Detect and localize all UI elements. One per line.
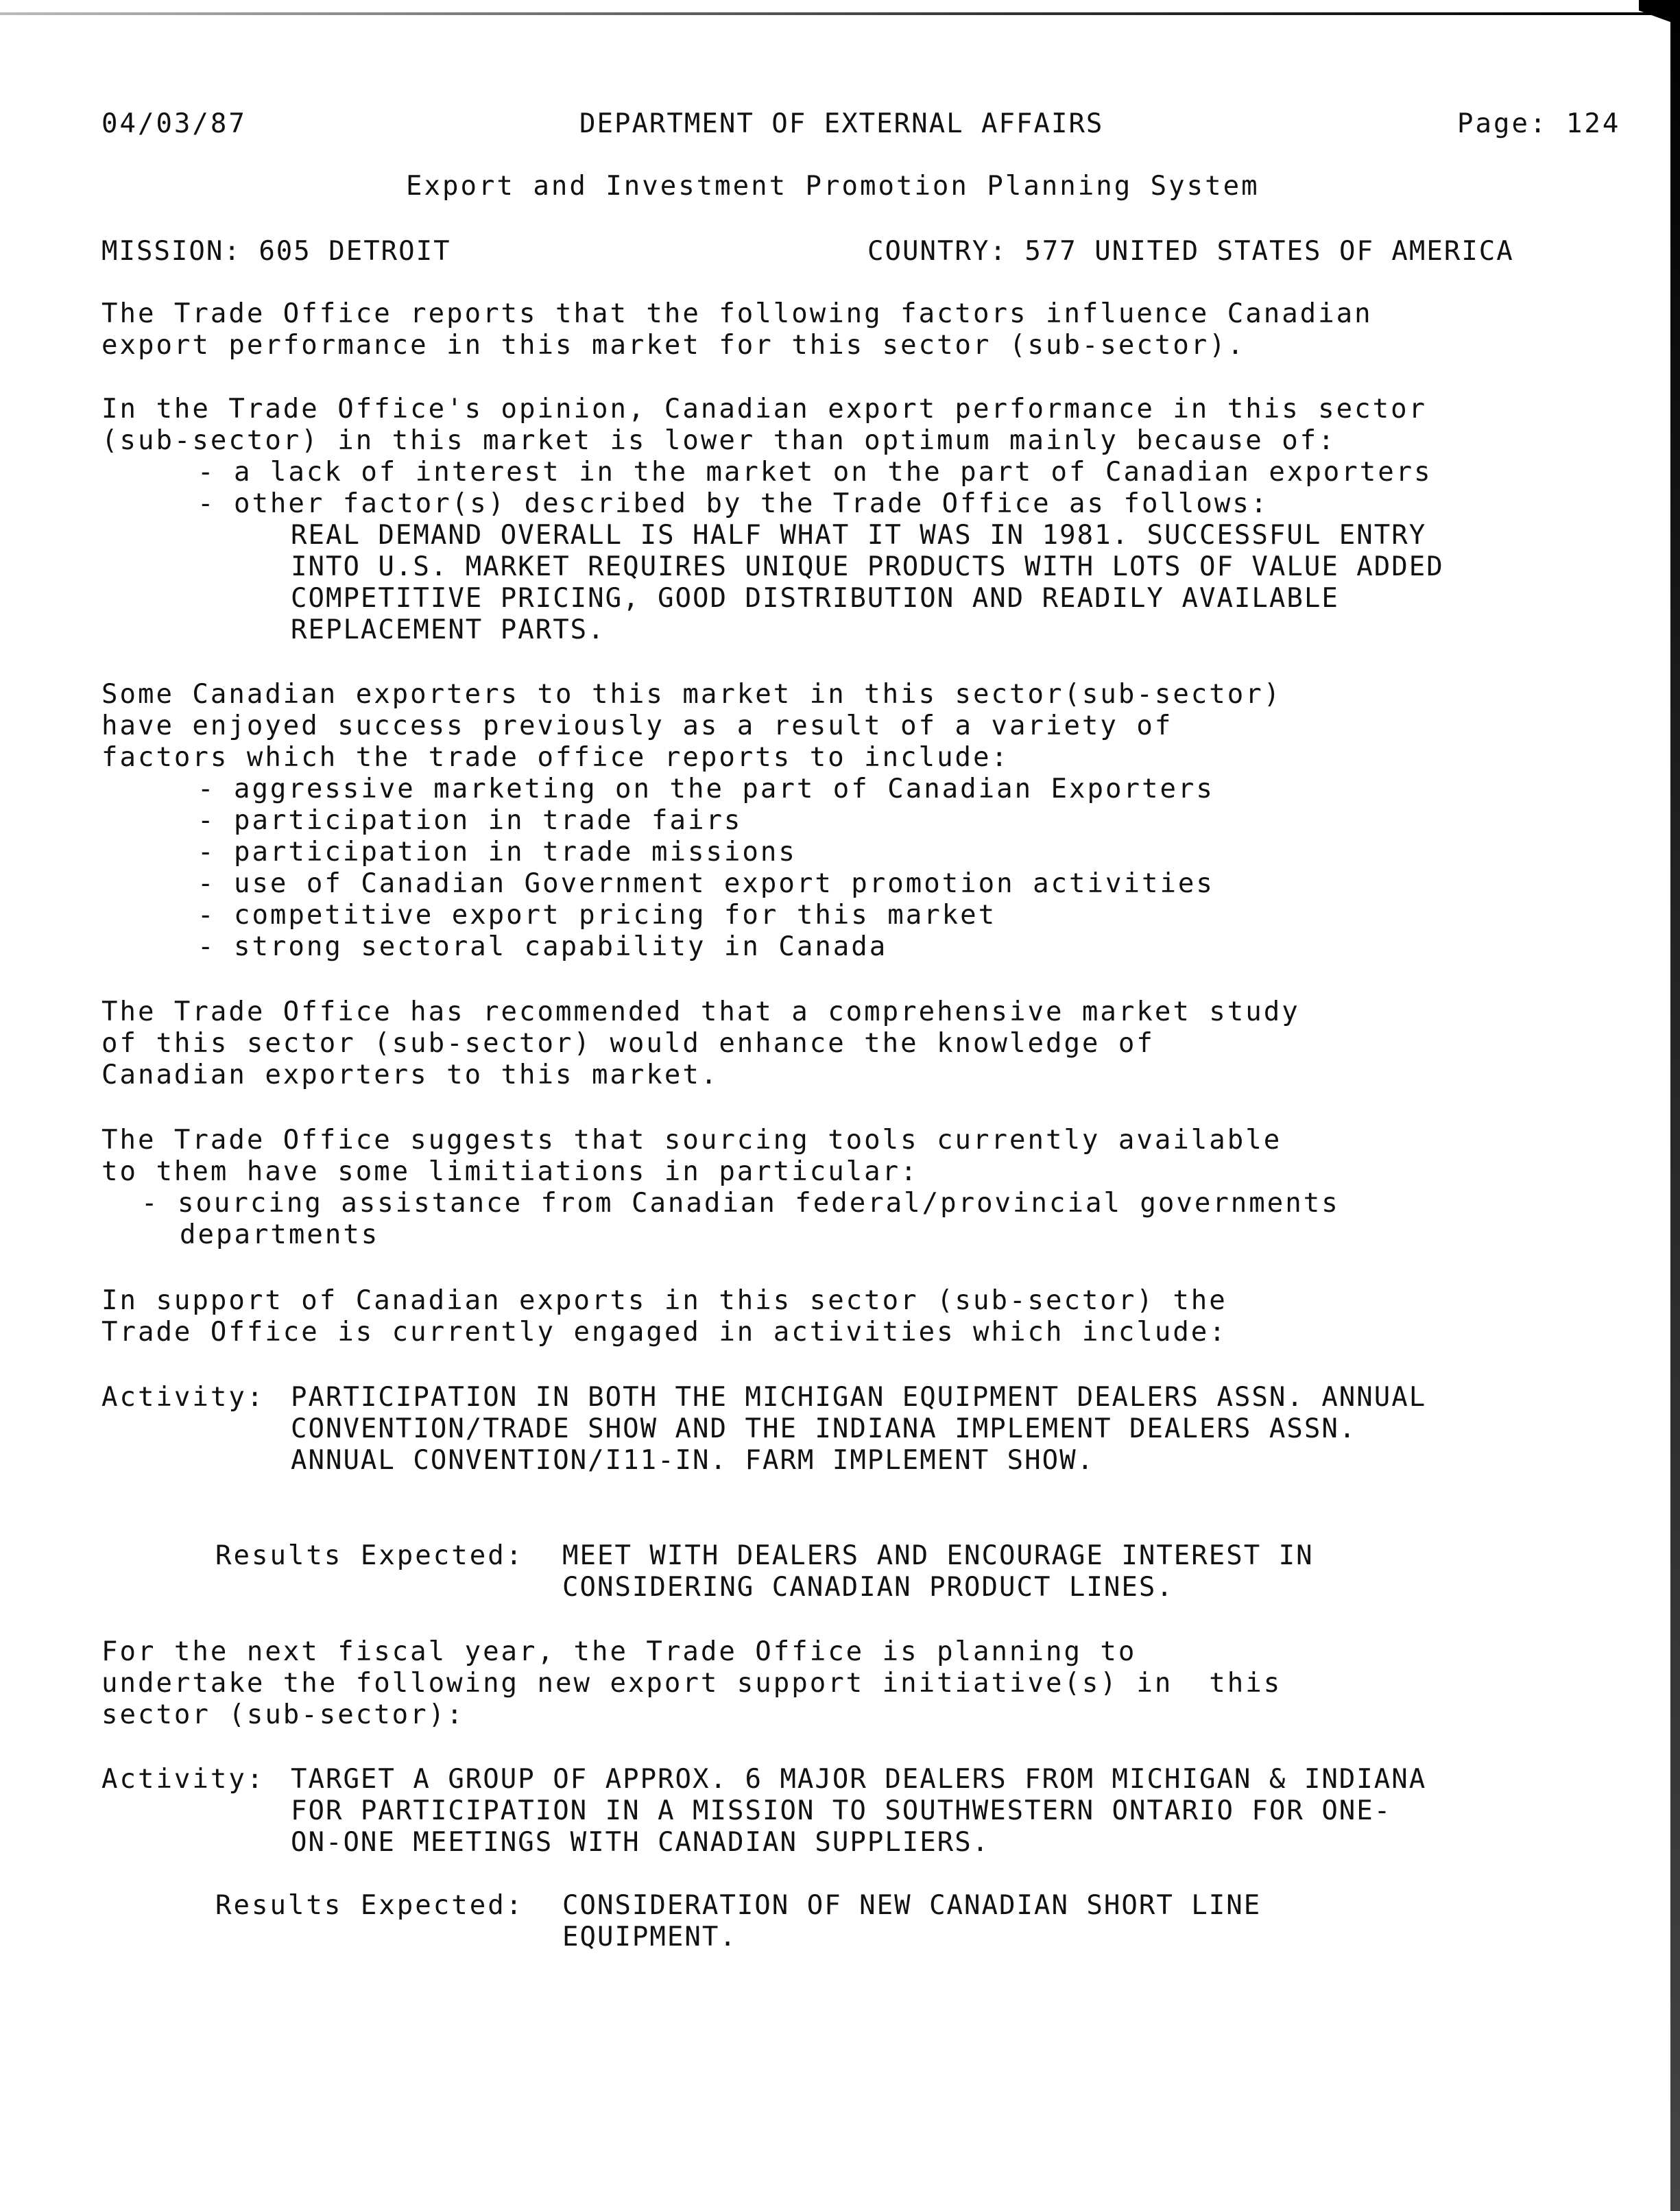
opinion-line: (sub-sector) in this market is lower than optimum mainly because of: [101,425,1336,456]
success-bullet: - use of Canadian Government export promotion activities [197,868,1214,899]
results-line: CONSIDERATION OF NEW CANADIAN SHORT LINE [562,1890,1262,1921]
success-bullet: - aggressive marketing on the part of Canadian Exporters [197,774,1214,804]
other-factor-line: REAL DEMAND OVERALL IS HALF WHAT IT WAS IN 1981. SUCCESSFUL ENTRY [291,520,1427,551]
success-bullet: - competitive export pricing for this market [197,900,997,931]
sourcing-bullet: - sourcing assistance from Canadian federal/provincial governments [141,1188,1340,1219]
activity-line: CONVENTION/TRADE SHOW AND THE INDIANA IMPLEMENT DEALERS ASSN. [291,1413,1357,1444]
success-line: factors which the trade office reports to include: [101,742,1009,773]
results-line: MEET WITH DEALERS AND ENCOURAGE INTEREST IN [562,1540,1314,1571]
activity-label: Activity: [101,1382,265,1413]
opinion-bullet: - other factor(s) described by the Trade Office as follows: [197,488,1269,519]
success-line: Some Canadian exporters to this market in this sector(sub-sector) [101,679,1282,710]
activity-line: ANNUAL CONVENTION/I11-IN. FARM IMPLEMENT SHOW. [291,1445,1095,1476]
study-line: Canadian exporters to this market. [101,1060,719,1090]
department-name: DEPARTMENT OF EXTERNAL AFFAIRS [579,108,1104,139]
success-bullet: - strong sectoral capability in Canada [197,931,888,962]
sourcing-line: The Trade Office suggests that sourcing tools currently available [101,1125,1282,1156]
success-bullet: - participation in trade fairs [197,805,743,836]
country-label: COUNTRY: 577 UNITED STATES OF AMERICA [867,236,1514,267]
scan-edge-top [0,12,1680,15]
next-year-line: undertake the following new export support initiative(s) in this [101,1668,1282,1699]
other-factor-line: INTO U.S. MARKET REQUIRES UNIQUE PRODUCTS WITH LOTS OF VALUE ADDED [291,551,1444,582]
intro-line: export performance in this market for this sector (sub-sector). [101,330,1246,361]
support-line: Trade Office is currently engaged in activities which include: [101,1317,1227,1348]
activity-line: ON-ONE MEETINGS WITH CANADIAN SUPPLIERS. [291,1827,990,1858]
report-date: 04/03/87 [101,108,247,139]
mission-label: MISSION: 605 DETROIT [101,236,451,267]
results-label: Results Expected: [215,1890,525,1921]
support-line: In support of Canadian exports in this sector (sub-sector) the [101,1285,1227,1316]
opinion-bullet: - a lack of interest in the market on the part of Canadian exporters [197,457,1432,488]
opinion-line: In the Trade Office's opinion, Canadian export performance in this sector [101,394,1428,425]
sourcing-bullet-continuation: departments [180,1219,380,1250]
next-year-line: For the next fiscal year, the Trade Office is planning to [101,1636,1137,1667]
system-title: Export and Investment Promotion Planning System [406,171,1260,202]
sourcing-line: to them have some limitiations in particular: [101,1156,919,1187]
other-factor-line: REPLACEMENT PARTS. [291,614,605,645]
page-number: Page: 124 [1457,108,1621,139]
scan-corner-shadow [1639,0,1680,48]
intro-line: The Trade Office reports that the following factors influence Canadian [101,298,1373,329]
activity-line: FOR PARTICIPATION IN A MISSION TO SOUTHWESTERN ONTARIO FOR ONE- [291,1795,1392,1826]
results-line: EQUIPMENT. [562,1922,737,1952]
other-factor-line: COMPETITIVE PRICING, GOOD DISTRIBUTION AND READILY AVAILABLE [291,583,1339,614]
results-line: CONSIDERING CANADIAN PRODUCT LINES. [562,1572,1174,1603]
next-year-line: sector (sub-sector): [101,1699,465,1730]
study-line: of this sector (sub-sector) would enhance the knowledge of [101,1028,1155,1059]
success-bullet: - participation in trade missions [197,837,797,868]
activity-line: TARGET A GROUP OF APPROX. 6 MAJOR DEALERS FROM MICHIGAN & INDIANA [291,1764,1427,1795]
study-line: The Trade Office has recommended that a comprehensive market study [101,996,1300,1027]
scan-edge-right [1670,0,1680,2211]
success-line: have enjoyed success previously as a result of a variety of [101,710,1173,741]
activity-line: PARTICIPATION IN BOTH THE MICHIGAN EQUIPMENT DEALERS ASSN. ANNUAL [291,1382,1427,1413]
results-label: Results Expected: [215,1540,525,1571]
activity-label: Activity: [101,1764,265,1795]
